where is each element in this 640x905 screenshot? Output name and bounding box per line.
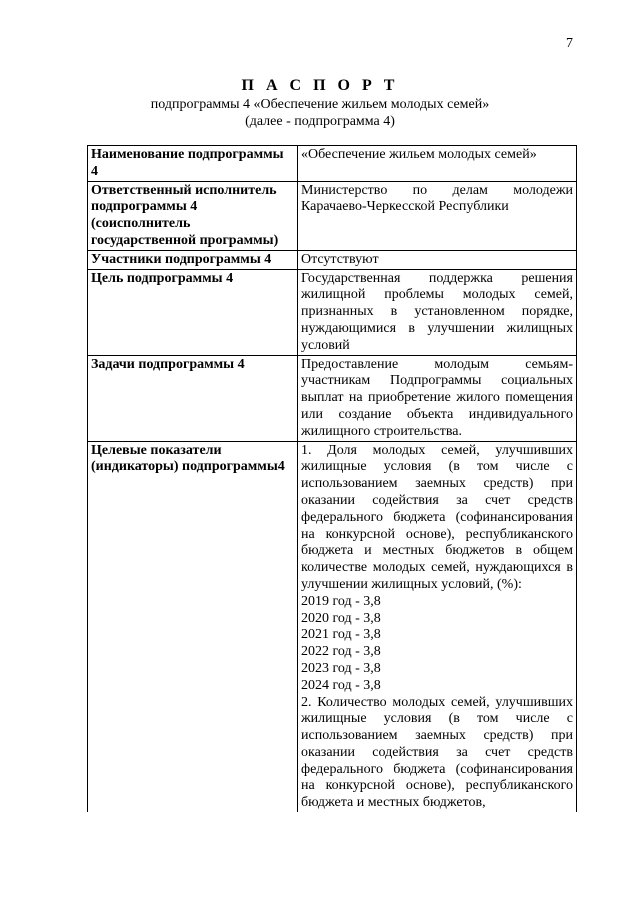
row-value-line: Отсутствуют xyxy=(301,251,379,267)
row-value-line: 2. Количество молодых семей, улучшивших жилищные условия (в том числе с использованием заемных средств) при оказании содействия за счет средств федерального бюджета (софинансирования на конкурсной основе), республиканского бюджета и местных бюджетов, xyxy=(301,694,573,811)
document-title: П А С П О Р Т xyxy=(241,77,399,94)
row-label: Целевые показатели (индикаторы) подпрограммы4 xyxy=(88,441,298,812)
page-number: 7 xyxy=(566,36,573,51)
row-value-line: 2020 год - 3,8 xyxy=(301,610,381,626)
document-subtitle: подпрограммы 4 «Обеспечение жильем молодых семей» xyxy=(150,97,490,112)
table-row xyxy=(88,441,577,812)
row-value-line: 2021 год - 3,8 xyxy=(301,627,381,643)
row-value-line: 2022 год - 3,8 xyxy=(301,644,381,660)
row-value xyxy=(298,355,577,441)
row-value xyxy=(298,250,577,269)
row-value-line: Государственная поддержка решения жилищной проблемы молодых семей, признанных в установленном порядке, нуждающимися в улучшении жилищных условий xyxy=(301,270,573,353)
row-value xyxy=(298,181,577,250)
row-label: Наименование подпрограммы 4 xyxy=(88,146,298,182)
document-header xyxy=(0,76,640,130)
passport-table xyxy=(87,145,577,812)
row-value-line: Предоставление молодым семьям- участникам Подпрограммы социальных выплат на приобретение жилого помещения или создание объекта индивидуального жилищного строительства. xyxy=(301,356,573,439)
row-value xyxy=(298,441,577,812)
row-label: Задачи подпрограммы 4 xyxy=(88,355,298,441)
table-row xyxy=(88,355,577,441)
table-row xyxy=(88,250,577,269)
document-subtitle-note: (далее - подпрограмма 4) xyxy=(245,114,395,129)
row-value-line: 1. Доля молодых семей, улучшивших жилищные условия (в том числе с использованием заемных средств) при оказании содействия за счет средств федерального бюджета (софинансирования на конкурсной основе), республиканского бюджета и местных бюджетов в общем количестве молодых семей, нуждающихся в улучшении жилищных условий, (%): xyxy=(301,442,573,592)
row-value-line: 2019 год - 3,8 xyxy=(301,593,381,609)
row-value-line: 2023 год - 3,8 xyxy=(301,660,381,676)
row-value xyxy=(298,269,577,355)
table-row xyxy=(88,269,577,355)
row-label: Ответственный исполнитель подпрограммы 4 (соисполнитель государственной программы) xyxy=(88,181,298,250)
row-label: Цель подпрограммы 4 xyxy=(88,269,298,355)
row-value xyxy=(298,146,577,182)
row-value-line: Министерство по делам молодежи Карачаево-Черкесской Республики xyxy=(301,182,573,215)
table-row xyxy=(88,181,577,250)
table-row xyxy=(88,146,577,182)
row-value-line: 2024 год - 3,8 xyxy=(301,677,381,693)
row-value-line: «Обеспечение жильем молодых семей» xyxy=(301,147,537,162)
row-label: Участники подпрограммы 4 xyxy=(88,250,298,269)
